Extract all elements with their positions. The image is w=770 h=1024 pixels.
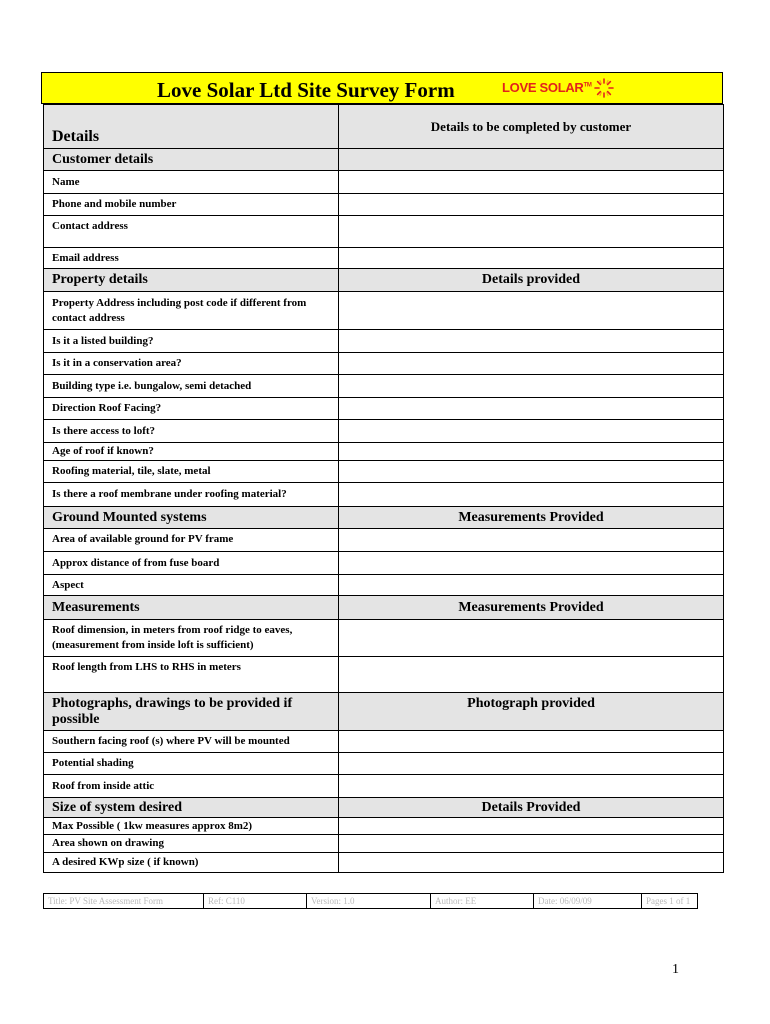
field-roof-dimension-input[interactable] xyxy=(339,620,724,657)
field-building-type-input[interactable] xyxy=(339,375,724,398)
field-label-email: Email address xyxy=(44,248,339,269)
section-ground-right: Measurements Provided xyxy=(339,507,724,529)
sun-icon xyxy=(594,78,614,98)
footer-pages: Pages 1 of 1 xyxy=(642,894,698,909)
field-contact-address-input[interactable] xyxy=(339,216,724,248)
section-measurements: Measurements xyxy=(44,596,339,620)
field-roofing-material-input[interactable] xyxy=(339,461,724,483)
section-system-size: Size of system desired xyxy=(44,798,339,818)
field-label-southern-roof: Southern facing roof (s) where PV will be mounted xyxy=(44,731,339,753)
field-fuse-distance-input[interactable] xyxy=(339,552,724,575)
field-label-building-type: Building type i.e. bungalow, semi detached xyxy=(44,375,339,398)
love-solar-logo xyxy=(502,77,618,101)
footer-author: Author: EE xyxy=(431,894,534,909)
section-customer-right xyxy=(339,149,724,171)
field-roof-length-input[interactable] xyxy=(339,657,724,693)
customer-column-heading: Details to be completed by customer xyxy=(339,105,724,149)
field-label-kwp-size: A desired KWp size ( if known) xyxy=(44,853,339,873)
field-label-roof-attic: Roof from inside attic xyxy=(44,775,339,798)
field-label-aspect: Aspect xyxy=(44,575,339,596)
field-aspect-input[interactable] xyxy=(339,575,724,596)
footer-version: Version: 1.0 xyxy=(307,894,431,909)
field-listed-building-input[interactable] xyxy=(339,330,724,353)
survey-form-table xyxy=(43,104,724,873)
field-label-area-drawing: Area shown on drawing xyxy=(44,835,339,853)
form-title-bar xyxy=(41,72,723,104)
field-shading-input[interactable] xyxy=(339,753,724,775)
form-title: Love Solar Ltd Site Survey Form xyxy=(157,78,455,102)
field-label-roof-facing: Direction Roof Facing? xyxy=(44,398,339,420)
section-property-right: Details provided xyxy=(339,269,724,292)
field-label-ground-area: Area of available ground for PV frame xyxy=(44,529,339,552)
footer-date: Date: 06/09/09 xyxy=(534,894,642,909)
field-label-property-address: Property Address including post code if different from contact address xyxy=(44,292,339,330)
field-label-conservation-area: Is it in a conservation area? xyxy=(44,353,339,375)
section-measurements-right: Measurements Provided xyxy=(339,596,724,620)
field-label-name: Name xyxy=(44,171,339,194)
field-loft-access-input[interactable] xyxy=(339,420,724,443)
field-label-roof-age: Age of roof if known? xyxy=(44,443,339,461)
field-roof-age-input[interactable] xyxy=(339,443,724,461)
field-label-contact-address: Contact address xyxy=(44,216,339,248)
field-southern-roof-input[interactable] xyxy=(339,731,724,753)
field-roof-membrane-input[interactable] xyxy=(339,483,724,507)
field-roof-attic-input[interactable] xyxy=(339,775,724,798)
field-max-possible-input[interactable] xyxy=(339,818,724,835)
field-name-input[interactable] xyxy=(339,171,724,194)
logo-wordmark: LOVE SOLAR xyxy=(502,80,584,95)
details-heading: Details xyxy=(44,105,339,149)
field-property-address-input[interactable] xyxy=(339,292,724,330)
field-kwp-size-input[interactable] xyxy=(339,853,724,873)
section-ground-mounted: Ground Mounted systems xyxy=(44,507,339,529)
field-label-loft-access: Is there access to loft? xyxy=(44,420,339,443)
logo-trademark: TM xyxy=(583,82,592,89)
field-label-shading: Potential shading xyxy=(44,753,339,775)
section-system-size-right: Details Provided xyxy=(339,798,724,818)
section-photographs-right: Photograph provided xyxy=(339,693,724,731)
field-label-roof-membrane: Is there a roof membrane under roofing material? xyxy=(44,483,339,507)
footer-title: Title: PV Site Assessment Form xyxy=(44,894,204,909)
field-label-roofing-material: Roofing material, tile, slate, metal xyxy=(44,461,339,483)
section-photographs: Photographs, drawings to be provided if possible xyxy=(44,693,339,731)
field-label-listed-building: Is it a listed building? xyxy=(44,330,339,353)
page-number: 1 xyxy=(672,962,679,977)
field-roof-facing-input[interactable] xyxy=(339,398,724,420)
field-email-input[interactable] xyxy=(339,248,724,269)
field-conservation-area-input[interactable] xyxy=(339,353,724,375)
section-property-details: Property details xyxy=(44,269,339,292)
field-label-max-possible: Max Possible ( 1kw measures approx 8m2) xyxy=(44,818,339,835)
field-label-phone: Phone and mobile number xyxy=(44,194,339,216)
field-label-fuse-distance: Approx distance of from fuse board xyxy=(44,552,339,575)
document-footer xyxy=(43,893,698,909)
field-ground-area-input[interactable] xyxy=(339,529,724,552)
section-customer-details: Customer details xyxy=(44,149,339,171)
footer-ref: Ref: C110 xyxy=(204,894,307,909)
field-label-roof-dimension: Roof dimension, in meters from roof ridge to eaves, (measurement from inside loft is sufficient) xyxy=(44,620,339,657)
field-area-drawing-input[interactable] xyxy=(339,835,724,853)
field-phone-input[interactable] xyxy=(339,194,724,216)
logo-text xyxy=(502,80,592,95)
field-label-roof-length: Roof length from LHS to RHS in meters xyxy=(44,657,339,693)
